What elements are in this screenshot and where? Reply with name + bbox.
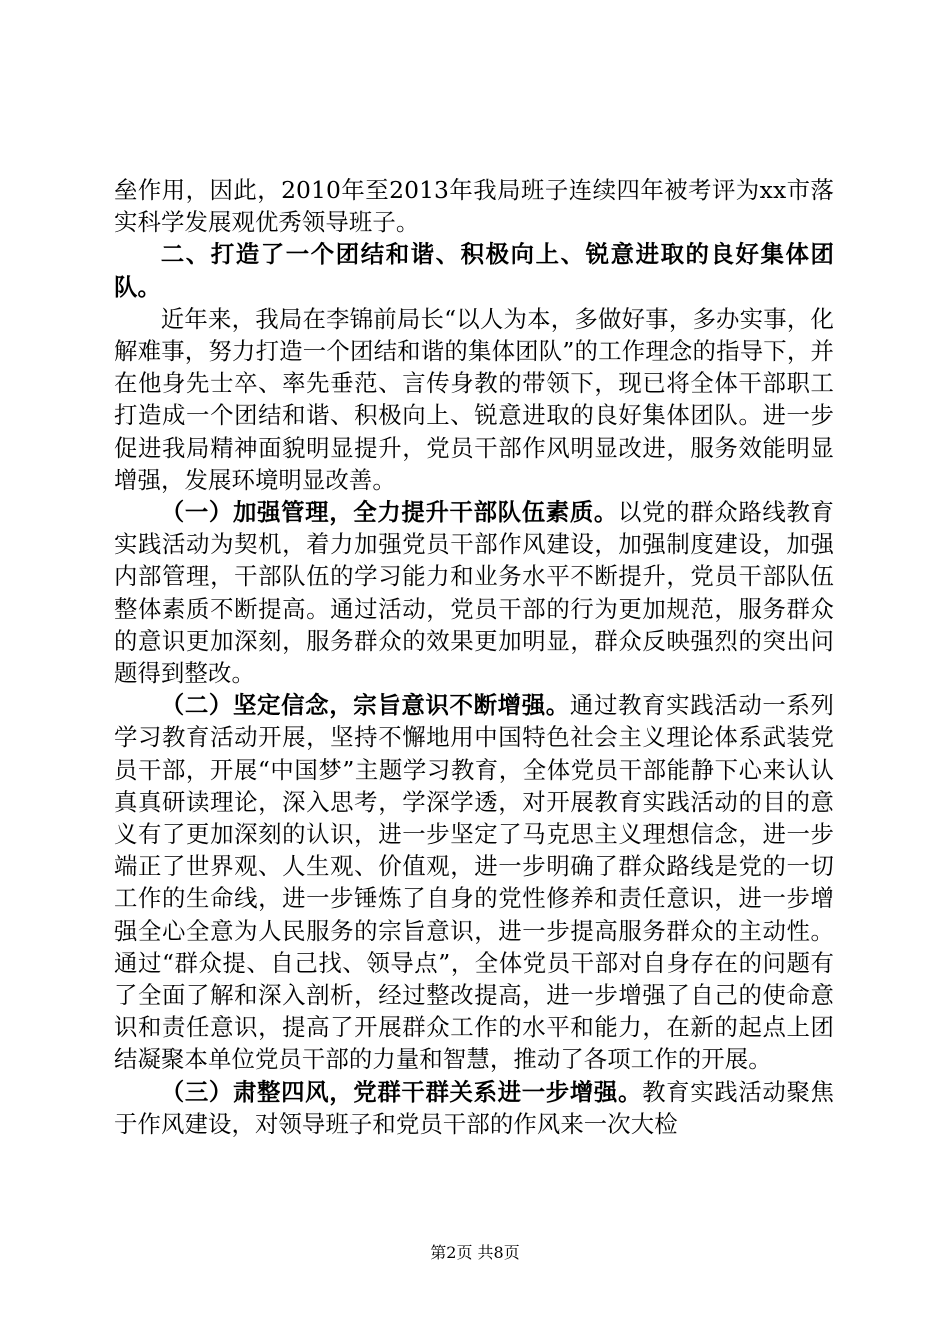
paragraph-4: [114, 496, 834, 689]
paragraph-5-text: 通过教育实践活动一系列学习教育活动开展，坚持不懈地用中国特色社会主义理论体系武装党员干部，开展“中国梦”主题学习教育，全体党员干部能静下心来认认真真研读理论，深入思考，学深学透，对开展教育实践活动的目的意义有了更加深刻的认识，进一步坚定了马克思主义理想信念，进一步端正了世界观、人生观、价值观，进一步明确了群众路线是党的一切工作的生命线，进一步锤炼了自身的党性修养和责任意识，进一步增强全心全意为人民服务的宗旨意识，进一步提高服务群众的主动性。通过“群众提、自己找、领导点”，全体党员干部对自身存在的问题有了全面了解和深入剖析，经过整改提高，进一步增强了自己的使命意识和责任意识，提高了开展群众工作的水平和能力，在新的起点上团结凝聚本单位党员干部的力量和智慧，推动了各项工作的开展。: [114, 691, 834, 1074]
paragraph-1: [114, 174, 834, 238]
section-heading-2-text: 二、打造了一个团结和谐、积极向上、锐意进取的良好集体团队。: [114, 240, 834, 301]
paragraph-3: [114, 303, 834, 496]
paragraph-4-text: 以党的群众路线教育实践活动为契机，着力加强党员干部作风建设，加强制度建设，加强内部管理，干部队伍的学习能力和业务水平不断提升，党员干部队伍整体素质不断提高。通过活动，党员干部的行为更加规范，服务群众的意识更加深刻，服务群众的效果更加明显，群众反映强烈的突出问题得到整改。: [114, 498, 834, 688]
paragraph-6: [114, 1076, 834, 1140]
document-body: [114, 174, 834, 1140]
paragraph-6-lead: （三）肃整四风，党群干群关系进一步增强。: [160, 1077, 643, 1106]
paragraph-1-text: 垒作用，因此，2010年至2013年我局班子连续四年被考评为xx市落实科学发展观优秀领导班子。: [114, 176, 834, 237]
paragraph-6-text: 教育实践活动聚焦于作风建设，对领导班子和党员干部的作风来一次大检: [114, 1077, 834, 1138]
paragraph-5-lead: （二）坚定信念，宗旨意识不断增强。: [160, 691, 570, 720]
page-footer: [0, 1243, 950, 1263]
paragraph-3-text: 近年来，我局在李锦前局长“以人为本，多做好事，多办实事，化解难事，努力打造一个团结和谐的集体团队”的工作理念的指导下，并在他身先士卒、率先垂范、言传身教的带领下，现已将全体干部职工打造成一个团结和谐、积极向上、锐意进取的良好集体团队。进一步促进我局精神面貌明显提升，党员干部作风明显改进，服务效能明显增强，发展环境明显改善。: [114, 304, 834, 494]
section-heading-2: [114, 238, 834, 302]
paragraph-4-lead: （一）加强管理，全力提升干部队伍素质。: [160, 498, 618, 527]
page-number-label: 第2页 共8页: [430, 1243, 520, 1262]
paragraph-5: [114, 689, 834, 1075]
